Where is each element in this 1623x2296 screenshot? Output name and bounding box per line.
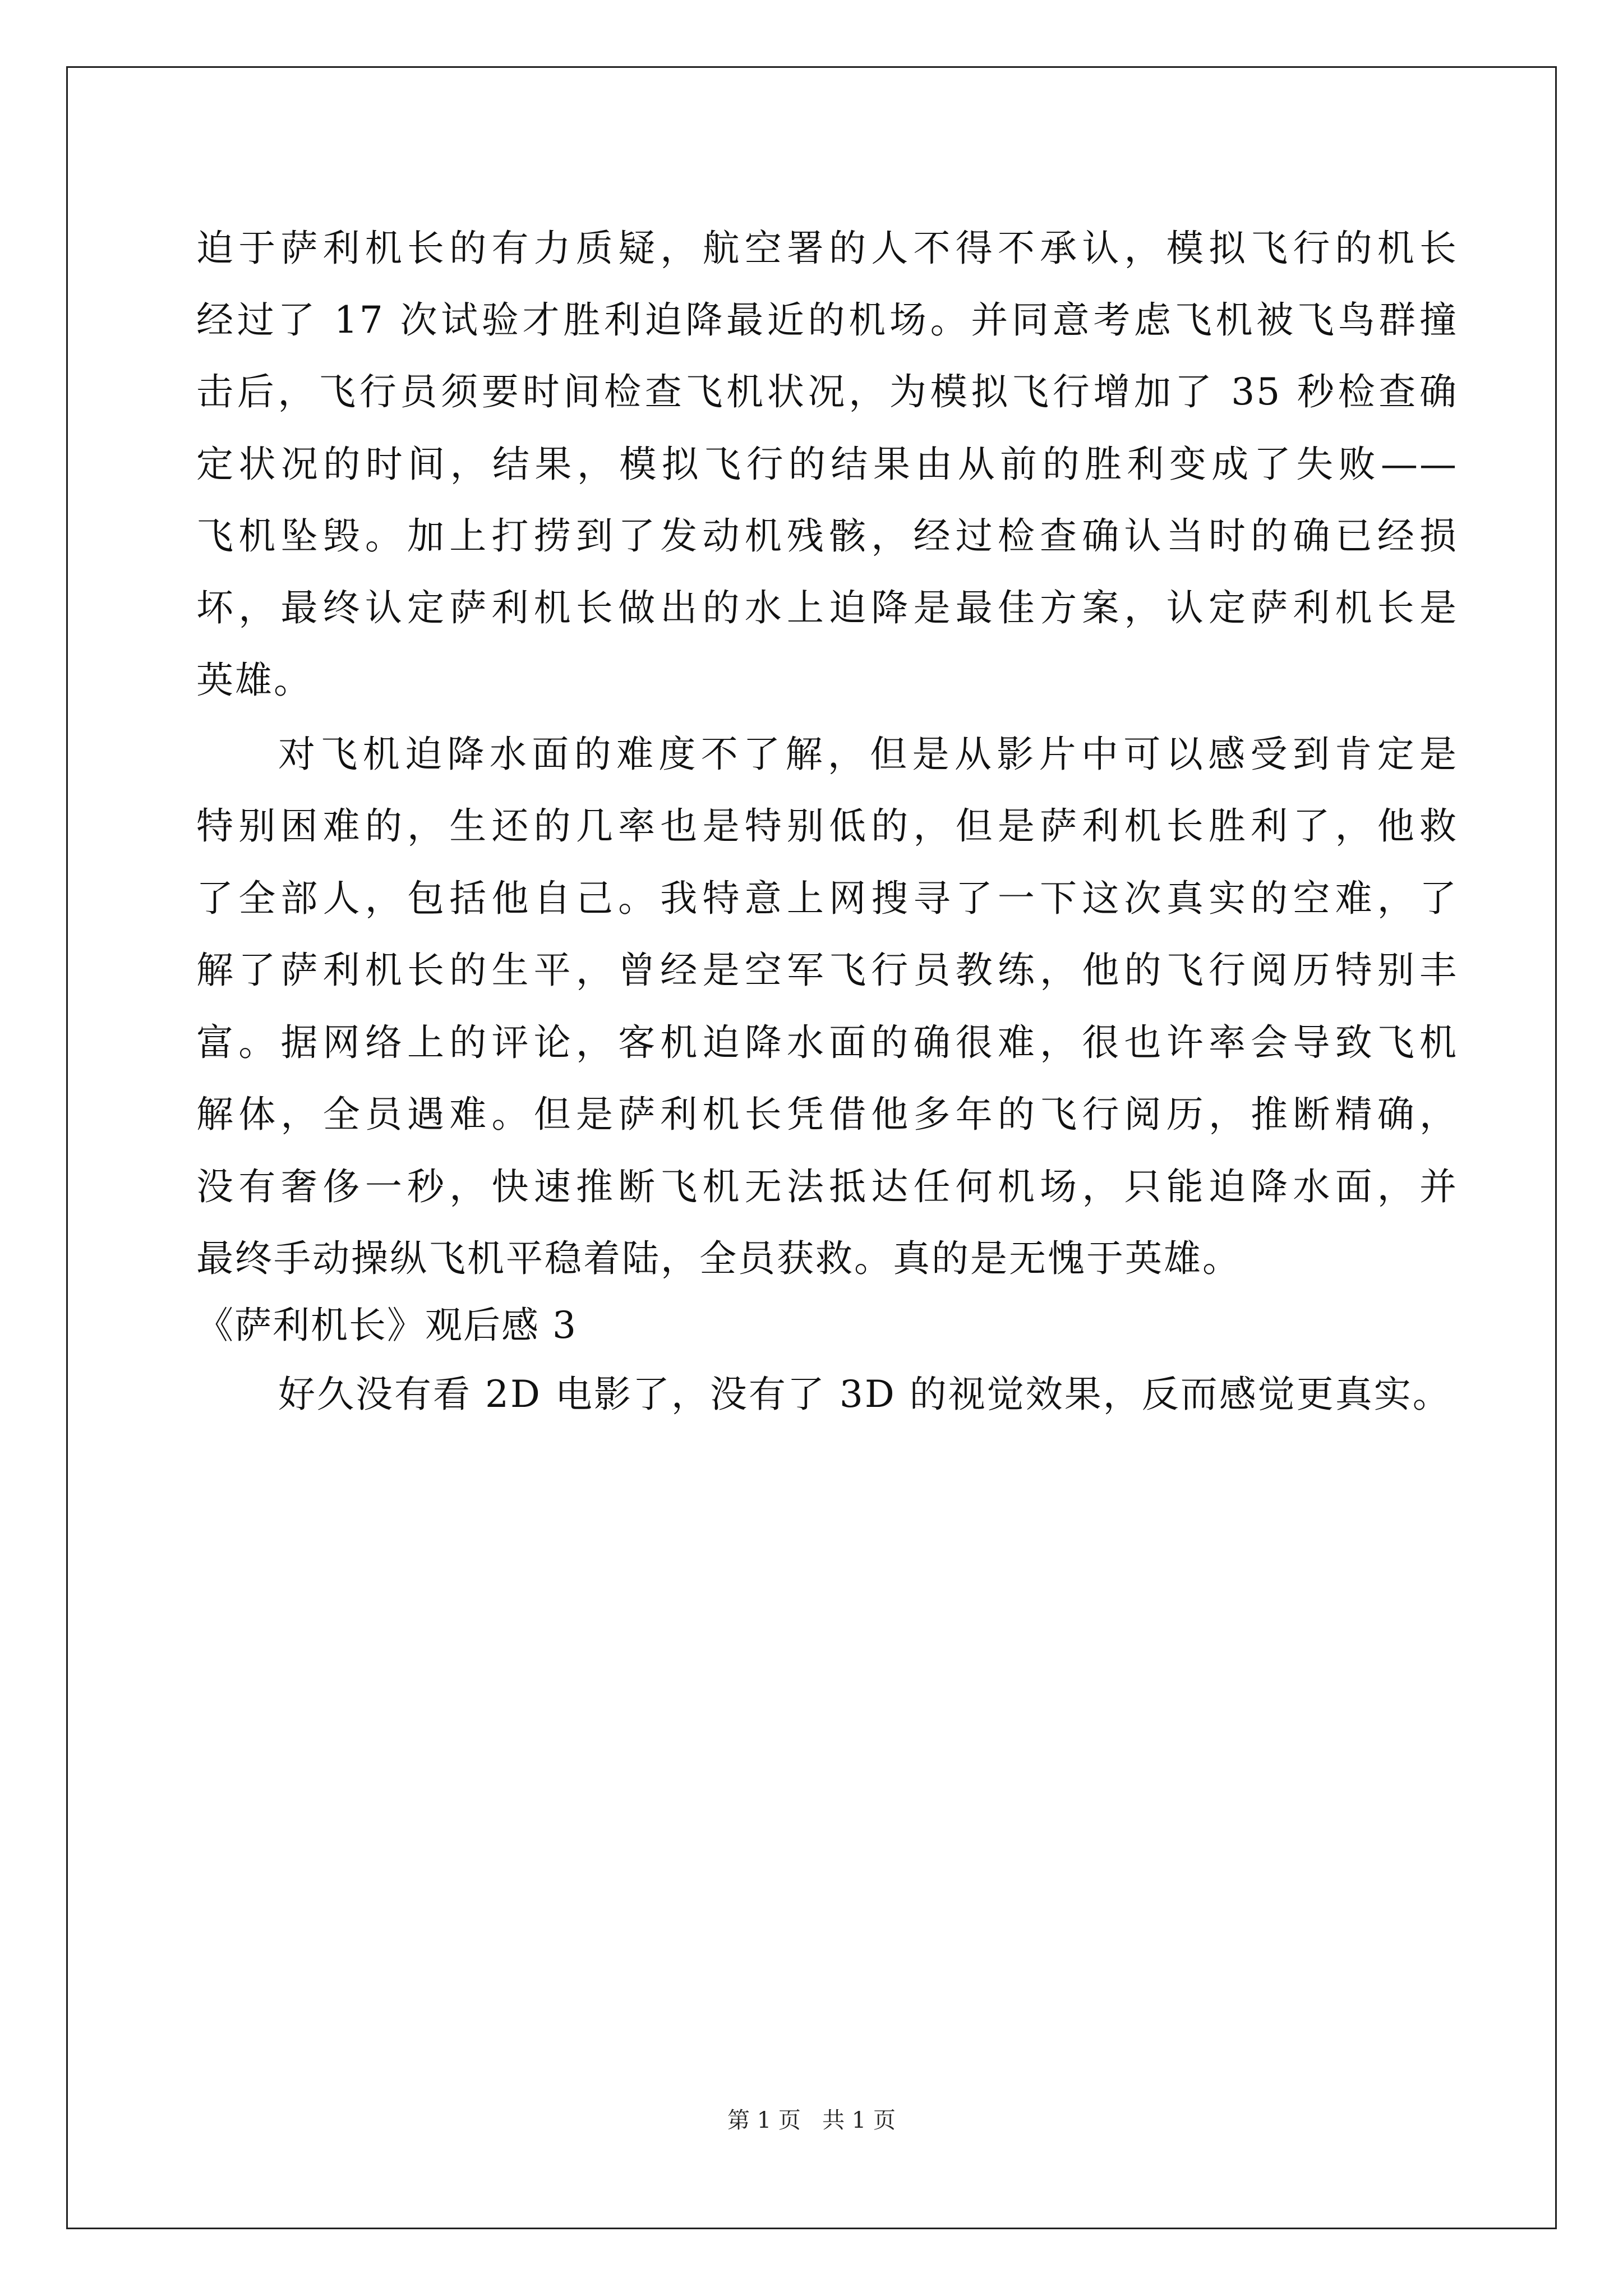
paragraph-1-line-4: 定状况的时间，结果，模拟飞行的结果由从前的胜利变成了失败—— <box>196 443 1458 486</box>
paragraph-1-line-2: 经过了 17 次试验才胜利迫降最近的机场。并同意考虑飞机被飞鸟群撞 <box>196 298 1458 342</box>
paragraph-2-line-7: 没有奢侈一秒，快速推断飞机无法抵达任何机场，只能迫降水面，并 <box>196 1165 1458 1208</box>
paragraph-1-line-3: 击后，飞行员须要时间检查飞机状况，为模拟飞行增加了 35 秒检查确 <box>196 370 1458 413</box>
paragraph-2-line-3: 了全部人，包括他自己。我特意上网搜寻了一下这次真实的空难，了 <box>196 877 1458 920</box>
section-heading: 《萨利机长》观后感 3 <box>196 1304 577 1347</box>
paragraph-3-line-1: 好久没有看 2D 电影了，没有了 3D 的视觉效果，反而感觉更真实。 <box>278 1373 1451 1416</box>
paragraph-2-line-5: 富。据网络上的评论，客机迫降水面的确很难，很也许率会导致飞机 <box>196 1021 1458 1064</box>
paragraph-2-line-6: 解体，全员遇难。但是萨利机长凭借他多年的飞行阅历，推断精确， <box>196 1093 1458 1136</box>
paragraph-1-line-7: 英雄。 <box>196 659 312 702</box>
paragraph-1-line-5: 飞机坠毁。加上打捞到了发动机残骸，经过检查确认当时的确已经损 <box>196 514 1458 558</box>
paragraph-2-line-4: 解了萨利机长的生平，曾经是空军飞行员教练，他的飞行阅历特别丰 <box>196 949 1458 992</box>
paragraph-2-line-1: 对飞机迫降水面的难度不了解，但是从影片中可以感受到肯定是 <box>278 733 1458 776</box>
paragraph-2-line-2: 特别困难的，生还的几率也是特别低的，但是萨利机长胜利了，他救 <box>196 804 1458 848</box>
paragraph-2-line-8: 最终手动操纵飞机平稳着陆，全员获救。真的是无愧于英雄。 <box>196 1237 1241 1280</box>
paragraph-1-line-6: 坏，最终认定萨利机长做出的水上迫降是最佳方案，认定萨利机长是 <box>196 586 1458 629</box>
paragraph-1-line-1: 迫于萨利机长的有力质疑，航空署的人不得不承认，模拟飞行的机长 <box>196 227 1458 270</box>
page-footer: 第 1 页 共 1 页 <box>727 2108 896 2133</box>
